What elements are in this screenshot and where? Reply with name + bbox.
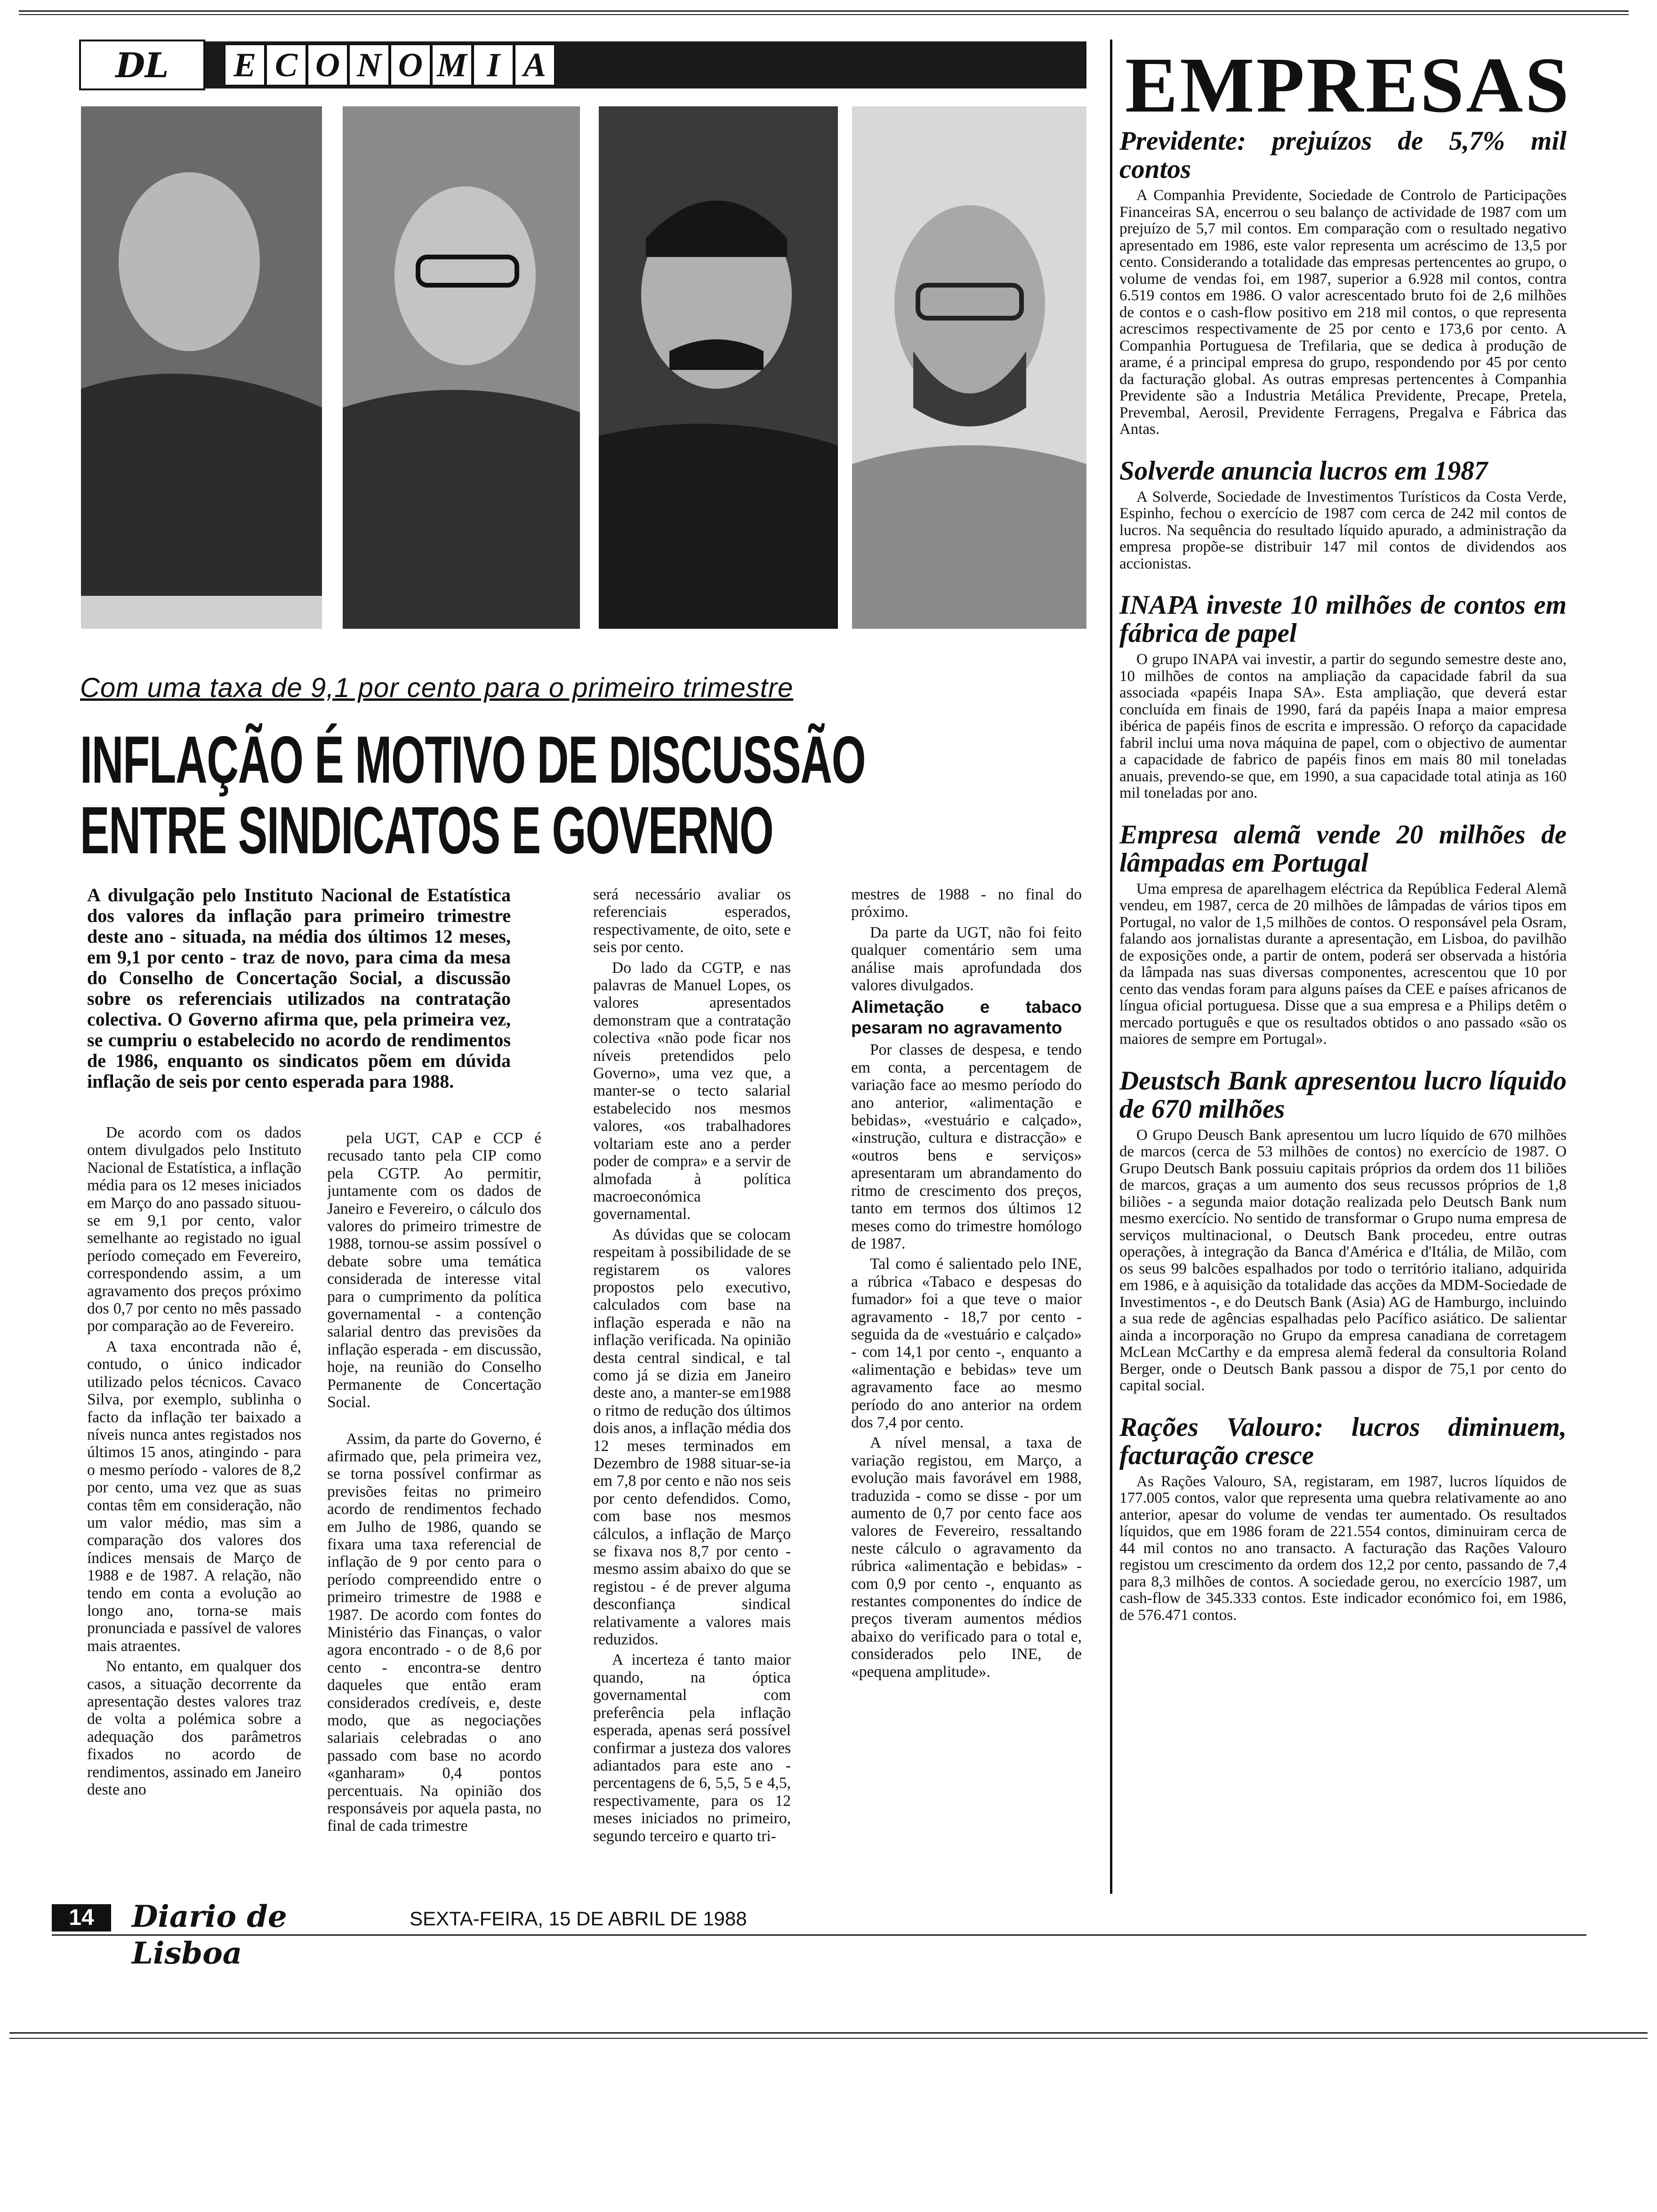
- brief-body: O grupo INAPA vai investir, a partir do segundo semestre deste ano, 10 milhões de contos na ampliação da capacidade fabril da sua associada «papéis Inapa SA». Esta ampliação, que deverá estar concluída em finais de 1990, fará da papéis Inapa a maior empresa ibérica de papéis finos de escrita e impressão. O reforço da capacidade fabril inclui uma nova máquina de papel, com o objectivo de aumentar a capacidade de fabrico de papéis finos em mais 80 mil toneladas anuais, prevendo-se que, em 1990, a sua capacidade total atinja as 160 mil toneladas por ano.: [1119, 651, 1567, 801]
- news-brief: [1119, 821, 1567, 1048]
- article-lead: A divulgação pelo Instituto Nacional de Estatística dos valores da inflação para primeiro trimestre deste ano - situada, na média dos últimos 12 meses, em 9,1 por cento - traz de novo, para cima da mesa do Conselho de Concertação Social, a discussão sobre os referenciais utilizados na contratação colectiva. O Governo afirma que, pela primeira vez, se cumpriu o estabelecido no acordo de rendimentos de 1986, enquanto os sindicatos põem em dúvida inflação de seis por cento esperada para 1988.: [87, 885, 511, 1092]
- section-letter: O: [390, 44, 431, 86]
- paragraph: será necessário avaliar os referenciais esperados, respectivamente, de oito, sete e seis por cento.: [593, 886, 791, 956]
- brief-headline: Rações Valouro: lucros diminuem, facturação cresce: [1119, 1412, 1567, 1470]
- brief-headline: Previdente: prejuízos de 5,7% mil contos: [1119, 126, 1567, 184]
- portrait-photo-2: [343, 106, 580, 629]
- issue-date: SEXTA-FEIRA, 15 DE ABRIL DE 1988: [410, 1907, 747, 1930]
- portrait-photo-4: [852, 106, 1086, 629]
- paragraph: A taxa encontrada não é, contudo, o único indicador utilizado pelos técnicos. Cavaco Silva, por exemplo, sublinha o facto da inflação ter baixado a níveis nunca antes registados nos últimos 15 anos, atingindo - para o mesmo período - valores de 8,2 por cento, uma vez que as suas contas têm em consideração, não um valor médio, mas sim a comparação dos valores dos índices mensais de Março de 1988 e de 1987. A relação, não tendo em conta a evolução ao longo ano, torna-se mais pronunciada e passível de valores mais atraentes.: [87, 1338, 301, 1655]
- headline-line-1: INFLAÇÃO É MOTIVO DE DISCUSSÃO: [80, 722, 866, 797]
- section-letter: E: [224, 44, 265, 86]
- portrait-photo-1: [81, 106, 322, 629]
- portrait-photo-3: [599, 106, 838, 629]
- page-number: 14: [52, 1904, 111, 1931]
- article-subhead: Alimetação e tabaco pesaram no agravamento: [851, 997, 1082, 1038]
- article-column-3: [593, 886, 791, 1879]
- section-letter: C: [265, 44, 307, 86]
- paragraph: A nível mensal, a taxa de variação registou, em Março, a evolução mais favorável em 1988, traduzida - como se disse - por um aumento de 0,7 por cento face aos valores de Fevereiro, ressaltando neste cálculo o agravamento da rúbrica «alimentação e bebidas» - com 0,9 por cento -, enquanto as restantes componentes do índice de preços tiveram aumentos médios abaixo do verificado para o total e, considerados pelo INE, de «pequena amplitude».: [851, 1434, 1082, 1681]
- news-brief: [1119, 127, 1567, 438]
- section-letter: N: [348, 44, 390, 86]
- paragraph: A incerteza é tanto maior quando, na óptica governamental com preferência pela inflação esperada, apenas será possível confirmar a justeza dos valores adiantados para este ano - percentagens de 6, 5,5, 5 e 4,5, respectivamente, para os 12 meses iniciados no primeiro, segundo terceiro e quarto tri-: [593, 1651, 791, 1845]
- brief-body: As Rações Valouro, SA, registaram, em 1987, lucros líquidos de 177.005 contos, valor que representa uma quebra relativamente ao ano anterior, apesar do volume de vendas ter aumentado. Os resultados líquidos, que em 1986 foram de 221.554 contos, diminuiram cerca de 44 mil contos no ano transacto. A facturação das Rações Valouro registou um crescimento da ordem dos 12,2 por cento, passando de 7,4 para 8,3 milhões de contos. A sociedade gerou, no exercício 1987, um cash-flow de 345.333 contos. Este indicador económico foi, em 1986, de 576.471 contos.: [1119, 1473, 1567, 1624]
- article-column-4: [851, 886, 1082, 1879]
- news-brief: [1119, 1067, 1567, 1395]
- brief-body: A Companhia Previdente, Sociedade de Controlo de Participações Financeiras SA, encerrou o seu balanço de actividade de 1987 com um prejuízo de 5,7 mil contos. Em comparação com o resultado negativo apresentado em 1986, este valor representa um acréscimo de 13,5 por cento. Considerando a totalidade das empresas pertencentes ao grupo, o volume de vendas foi, em 1987, superior a 6.928 mil contos, contra 6.519 contos em 1986. O valor acrescentado bruto foi de 2,6 milhões de contos e o cash-flow positivo em 218 mil contos, o que representa acrescimos respectivamente de 25 por cento e 173,6 por cento. A Companhia Portuguesa de Trefilaria, que se dedica à produção de arame, é a principal empresa do grupo, respondendo por 45 por cento da facturação global. As outras empresas pertencentes à Companhia Previdente são a Industria Metálica Previdente, Precape, Pretela, Prevembal, Aerosil, Previdente Ferragens, Pregalva e Fábrica das Antas.: [1119, 187, 1567, 438]
- section-letter: A: [514, 44, 555, 86]
- headline-line-2: ENTRE SINDICATOS E GOVERNO: [80, 793, 773, 868]
- brief-headline: Empresa alemã vende 20 milhões de lâmpadas em Portugal: [1119, 819, 1567, 878]
- paragraph: Da parte da UGT, não foi feito qualquer comentário sem uma análise mais aprofundada dos valores divulgados.: [851, 923, 1082, 994]
- empresas-title: EMPRESAS: [1125, 41, 1571, 129]
- top-rule-2: [19, 14, 1629, 15]
- brief-body: A Solverde, Sociedade de Investimentos Turísticos da Costa Verde, Espinho, fechou o exercício de 1987 com cerca de 242 mil contos de lucros. Na sequência do resultado líquido apurado, a administração da empresa propõe-se distribuir 147 mil contos de dividendos aos accionistas.: [1119, 488, 1567, 572]
- newspaper-masthead: Diario de Lisboa: [132, 1899, 287, 1971]
- news-brief: [1119, 1413, 1567, 1624]
- bottom-rule-2: [9, 2038, 1648, 2039]
- section-banner: [79, 41, 1086, 88]
- brief-body: O Grupo Deusch Bank apresentou um lucro líquido de 670 milhões de marcos (cerca de 53 milhões de contos) no exercício de 1987. O Grupo Deutsch Bank possuiu capitais próprios da ordem dos 11 biliões de marcos, graças a um aumento dos seus recussos próprios de 1,8 biliões - a segunda maior dotação realizada pelo Deutsch Bank num mesmo exercício. No sentido de transformar o Grupo numa empresa de serviços multinacional, o Deutsch Bank procedeu, entre outras operações, à integração da Banca d'América e d'Itália, de Milão, com os seus 99 balcões espalhados por todo o território italiano, adquirida em 1986, e à aquisição da totalidade das acções da MDM-Sociedade de Investimentos -, e do Deutsch Bank (Asia) AG de Hamburgo, incluindo a sua rede de agências espalhadas pelo Pacífico asiático. De salientar ainda a incorporação no Grupo da empresa canadiana de corretagem McLean McCarthy e da empresa alemã federal da consultoria Roland Berger, onde o Deutsch Bank passou a dispor de 75,1 por cento do capital social.: [1119, 1126, 1567, 1394]
- news-brief: [1119, 457, 1567, 573]
- article-column-2: [327, 1130, 541, 1883]
- section-title: [224, 44, 555, 86]
- section-letter: O: [307, 44, 348, 86]
- paragraph: Tal como é salientado pelo INE, a rúbrica «Tabaco e despesas do fumador» foi a que teve o maior agravamento - 18,7 por cento - seguida da de «vestuário e calçado» - com 14,1 por cento -, enquanto a «alimentação e bebidas» teve um agravamento face ao mesmo período do ano anterior na ordem dos 7,4 por cento.: [851, 1255, 1082, 1431]
- paragraph: mestres de 1988 - no final do próximo.: [851, 886, 1082, 921]
- paragraph: As dúvidas que se colocam respeitam à possibilidade de se registarem os valores propostos pelo executivo, calculados com base na inflação esperada e não na inflação verificada. Na opinião desta central sindical, e tal como já se dizia em Janeiro deste ano, a manter-se em1988 o ritmo de redução dos últimos dois anos, a inflação média dos 12 meses terminados em Dezembro de 1988 situar-se-ia em 7,8 por cento e não nos seis por cento defendidos. Como, com base nos mesmos cálculos, a inflação de Março se fixava nos 8,7 por cento - mesmo assim abaixo do que se registou - é de prever alguma desconfiança sindical relativamente a valores mais reduzidos.: [593, 1226, 791, 1649]
- empresas-column: [1119, 127, 1567, 1643]
- section-letter: I: [473, 44, 514, 86]
- news-brief: [1119, 591, 1567, 802]
- article-column-1: [87, 1124, 301, 1877]
- paragraph: No entanto, em qualquer dos casos, a situação decorrente da apresentação destes valores traz de volta a polémica sobre a adequação dos parâmetros fixados no acordo de rendimentos, assinado em Janeiro deste ano: [87, 1658, 301, 1799]
- bottom-rule: [9, 2032, 1648, 2034]
- paragraph: Assim, da parte do Governo, é afirmado que, pela primeira vez, se torna possível confirmar as previsões feitas no primeiro acordo de rendimentos fechado em Julho de 1986, quando se fixara uma taxa referencial de inflação de 9 por cento para o período compreendido entre o primeiro trimestre de 1988 e 1987. De acordo com fontes do Ministério das Finanças, o valor agora encontrado - o de 8,6 por cento - encontra-se dentro daqueles que então eram considerados credíveis, e, deste modo, que as negociações salariais celebradas o ano passado com base no acordo «ganharam» 0,4 pontos percentuais. Na opinião dos responsáveis por aquela pasta, no final de cada trimestre: [327, 1430, 541, 1835]
- brief-headline: INAPA investe 10 milhões de contos em fábrica de papel: [1119, 590, 1567, 648]
- paragraph: De acordo com os dados ontem divulgados pelo Instituto Nacional de Estatística, a inflação média para os 12 meses iniciados em Março do ano passado situou-se em 9,1 por cento, valor semelhante ao registado no igual período começado em Fevereiro, correspondendo assim, a um agravamento dos preços próximo dos 0,7 por cento no mês passado por comparação ao de Fevereiro.: [87, 1124, 301, 1335]
- article-headline: [80, 722, 866, 868]
- section-letter: M: [431, 44, 473, 86]
- brief-headline: Solverde anuncia lucros em 1987: [1119, 456, 1488, 486]
- top-rule: [19, 10, 1629, 12]
- paragraph: Por classes de despesa, e tendo em conta, a percentagem de variação face ao mesmo período do ano anterior, «alimentação e bebidas», «vestuário e calçado», «instrução, cultura e distracção» e «outros bens e serviços» apresentaram um abrandamento do ritmo de crescimento dos preços, tanto em termos dos últimos 12 meses como do trimestre homólogo de 1987.: [851, 1041, 1082, 1252]
- brief-body: Uma empresa de aparelhagem eléctrica da República Federal Alemã vendeu, em 1987, cerca de 20 milhões de lâmpadas de vários tipos em Portugal, no valor de 1,5 milhões de contos. O responsável pela Osram, falando aos jornalistas durante a apresentação, em Lisboa, do pavilhão de exposições onde, a partir de ontem, poderá ser observada a história da lâmpada nas suas diversas componentes, acrescentou que 10 por cento das vendas foram para alguns países da CEE e países africanos de língua oficial portuguesa. Disse que a sua empresa e a Philips detêm o mercado português e que os resultados obtidos o ano passado «são os maiores de sempre em Portugal».: [1119, 880, 1567, 1048]
- paragraph: pela UGT, CAP e CCP é recusado tanto pela CIP como pela CGTP. Ao permitir, juntamente com os dados de Janeiro e Fevereiro, o cálculo dos valores do primeiro trimestre de 1988, tornou-se assim possível o debate sobre uma temática considerada de interesse vital para o cumprimento da política governamental - a contenção salarial dentro das previsões da inflação esperada - em discussão, hoje, na reunião do Conselho Permanente de Concertação Social.: [327, 1130, 541, 1411]
- section-logo: DL: [79, 40, 205, 90]
- paragraph: Do lado da CGTP, e nas palavras de Manuel Lopes, os valores apresentados demonstram que a contratação colectiva «não pode ficar nos níveis pretendidos pelo Governo», uma vez que, a manter-se o tecto salarial estabelecido nos mesmos valores, «os trabalhadores voltariam este ano a perder poder de compra» e a servir de almofada à política macroeconómica governamental.: [593, 959, 791, 1223]
- brief-headline: Deustsch Bank apresentou lucro líquido de 670 milhões: [1119, 1066, 1567, 1124]
- article-kicker: Com uma taxa de 9,1 por cento para o primeiro trimestre: [80, 673, 794, 703]
